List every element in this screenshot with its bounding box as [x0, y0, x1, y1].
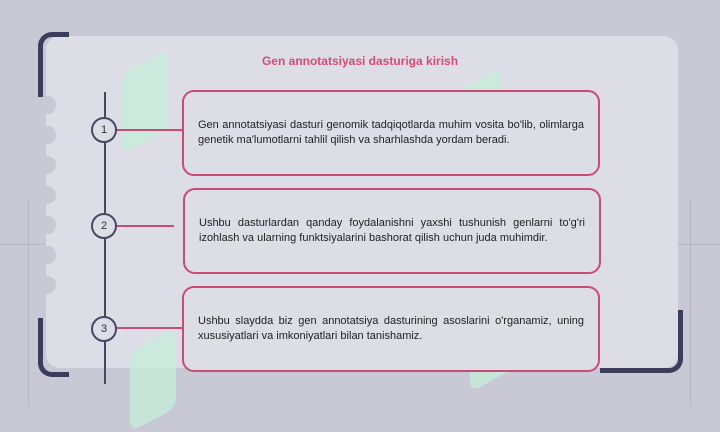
card-edge-notch: [38, 156, 56, 174]
card-edge-notch: [38, 96, 56, 114]
slide-title: Gen annotatsiyasi dasturiga kirish: [261, 54, 459, 68]
card-edge-notch: [38, 276, 56, 294]
step-text-2: Ushbu dasturlardan qanday foydalanishni yaxshi tushunish genlarni to'g'ri izohlash va ularning funktsiyalarini bashorat qilish uchun juda muhimdir.: [199, 217, 585, 244]
step-card-3: [182, 286, 600, 372]
step-connector: [117, 129, 182, 131]
step-card-2: [183, 188, 601, 274]
frame-corner-bracket: [38, 318, 69, 377]
card-edge-notch: [38, 126, 56, 144]
step-card-1: [182, 90, 600, 176]
step-number-1: 1: [91, 117, 117, 143]
card-edge-notch: [38, 216, 56, 234]
step-number-2: 2: [91, 213, 117, 239]
frame-corner-bracket: [600, 310, 683, 373]
step-number-3: 3: [91, 316, 117, 342]
step-text-3: Ushbu slaydda biz gen annotatsiya dasturining asoslarini o'rganamiz, uning xususiyatlari va imkoniyatlari bilan tanishamiz.: [198, 315, 584, 342]
background-guide-line: [690, 200, 691, 406]
card-edge-notch: [38, 246, 56, 264]
card-edge-notch: [38, 186, 56, 204]
step-connector: [117, 327, 183, 329]
step-connector: [117, 225, 174, 227]
step-text-1: Gen annotatsiyasi dasturi genomik tadqiqotlarda muhim vosita bo'lib, olimlarga genetik ma'lumotlarni tahlil qilish va sharhlashda yordam beradi.: [198, 119, 584, 146]
background-guide-line: [28, 200, 29, 406]
